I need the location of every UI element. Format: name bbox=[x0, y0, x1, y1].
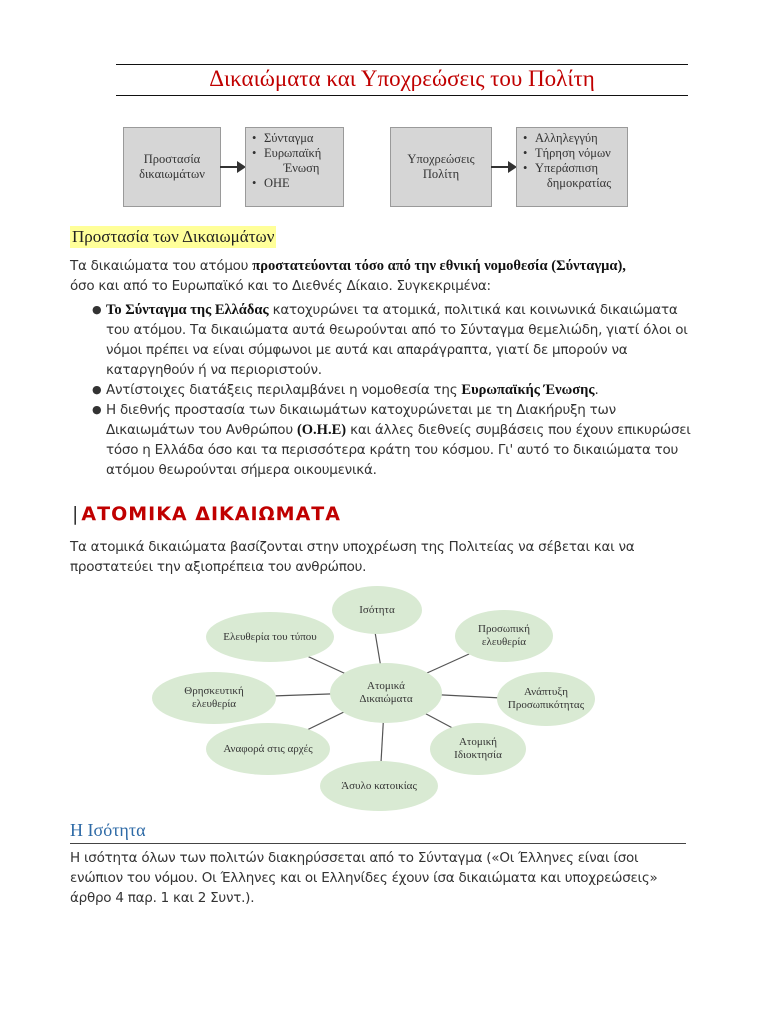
flow-source-item: Ένωση bbox=[283, 161, 320, 175]
protection-intro: Τα δικαιώματα του ατόμου προστατεύονται τόσο από την εθνική νομοθεσία (Σύνταγμα), όσο και από το Ευρωπαϊκό και το Διεθνές Δίκαιο. Συγκεκριμένα: bbox=[70, 258, 626, 294]
diagram-node-center: Ατομικά Δικαιώματα bbox=[330, 663, 442, 723]
diagram-node-personality: Ανάπτυξη Προσωπικότητας bbox=[497, 672, 595, 726]
flow-source-item: • Σύνταγμα bbox=[252, 131, 314, 145]
protection-bullet-un: ● Η διεθνής προστασία των δικαιωμάτων κατοχυρώνεται με τη Διακήρυξη των Δικαιωμάτων του Ανθρώπου (Ο.Η.Ε) και άλλες διεθνείς συμβάσεις που έχουν επικυρώσει τόσο η Ελλάδα όσο και τα περισσότερα κράτη του κόσμου. Γι' αυτό το δικαιώματα του ατόμου θεωρούνται σήμερα οικουμενικά. bbox=[92, 402, 691, 478]
diagram-node-religious: Θρησκευτική ελευθερία bbox=[152, 672, 276, 724]
flow-box-protection-line1: Προστασία bbox=[143, 152, 201, 166]
equality-heading-rule bbox=[70, 843, 686, 844]
flow-duty-item: • Υπεράσπιση bbox=[523, 161, 599, 175]
flow-duty-item: δημοκρατίας bbox=[546, 176, 612, 190]
atomic-rights-heading-text: ΑΤΟΜΙΚΑ ΔΙΚΑΙΩΜΑΤΑ bbox=[81, 503, 341, 525]
flow-duty-item: • Τήρηση νόμων bbox=[523, 146, 611, 160]
flow-box-obligations-line2: Πολίτη bbox=[422, 167, 460, 181]
equality-heading: Η Ισότητα bbox=[70, 820, 146, 840]
protection-heading: Προστασία των Δικαιωμάτων bbox=[72, 227, 275, 246]
flow-box-obligations-line1: Υποχρεώσεις bbox=[407, 152, 475, 166]
diagram-node-asylum: Άσυλο κατοικίας bbox=[320, 761, 438, 811]
flow-source-item: • Ευρωπαϊκή bbox=[252, 146, 322, 160]
diagram-node-property: Ατομική Ιδιοκτησία bbox=[430, 723, 526, 775]
flow-duty-item: • Αλληλεγγύη bbox=[523, 131, 598, 145]
page-title: Δικαιώματα και Υποχρεώσεις του Πολίτη bbox=[209, 66, 595, 91]
diagram-node-press: Ελευθερία του τύπου bbox=[206, 612, 334, 662]
atomic-rights-text: Τα ατομικά δικαιώματα βασίζονται στην υποχρέωση της Πολιτείας να σέβεται και να προστατεύει την αξιοπρέπεια του ανθρώπου. bbox=[70, 539, 635, 575]
flow-box-protection-line2: δικαιωμάτων bbox=[139, 167, 205, 181]
diagram-node-petition: Αναφορά στις αρχές bbox=[206, 723, 330, 775]
protection-bullet-eu: ● Αντίστοιχες διατάξεις περιλαμβάνει η νομοθεσία της Ευρωπαϊκής Ένωσης. bbox=[92, 382, 599, 398]
diagram-node-equality: Ισότητα bbox=[332, 586, 422, 634]
flow-source-item: • ΟΗΕ bbox=[252, 176, 290, 190]
heading-bar: | bbox=[72, 503, 80, 525]
protection-bullet-constitution: ● Το Σύνταγμα της Ελλάδας κατοχυρώνει τα ατομικά, πολιτικά και κοινωνικά δικαιώματα του ατόμου. Τα δικαιώματα αυτά θεωρούνται από το Σύνταγμα θεμελιώδη, γιατί όλοι οι νόμοι πρέπει να είναι σύμφωνοι με αυτά και απαράγραπτα, γιατί δε μπορούν να καταργηθούν ή να περιοριστούν. bbox=[92, 302, 688, 378]
equality-text: Η ισότητα όλων των πολιτών διακηρύσσεται από το Σύνταγμα («Οι Έλληνες είναι ίσοι ενώπιον του νόμου. Οι Έλληνες και οι Ελληνίδες έχουν ίσα δικαιώματα και υποχρεώσεις» άρθρο 4 παρ. 1 και 2 Συντ.). bbox=[70, 850, 658, 906]
diagram-node-personal-freedom: Προσωπική ελευθερία bbox=[455, 610, 553, 662]
